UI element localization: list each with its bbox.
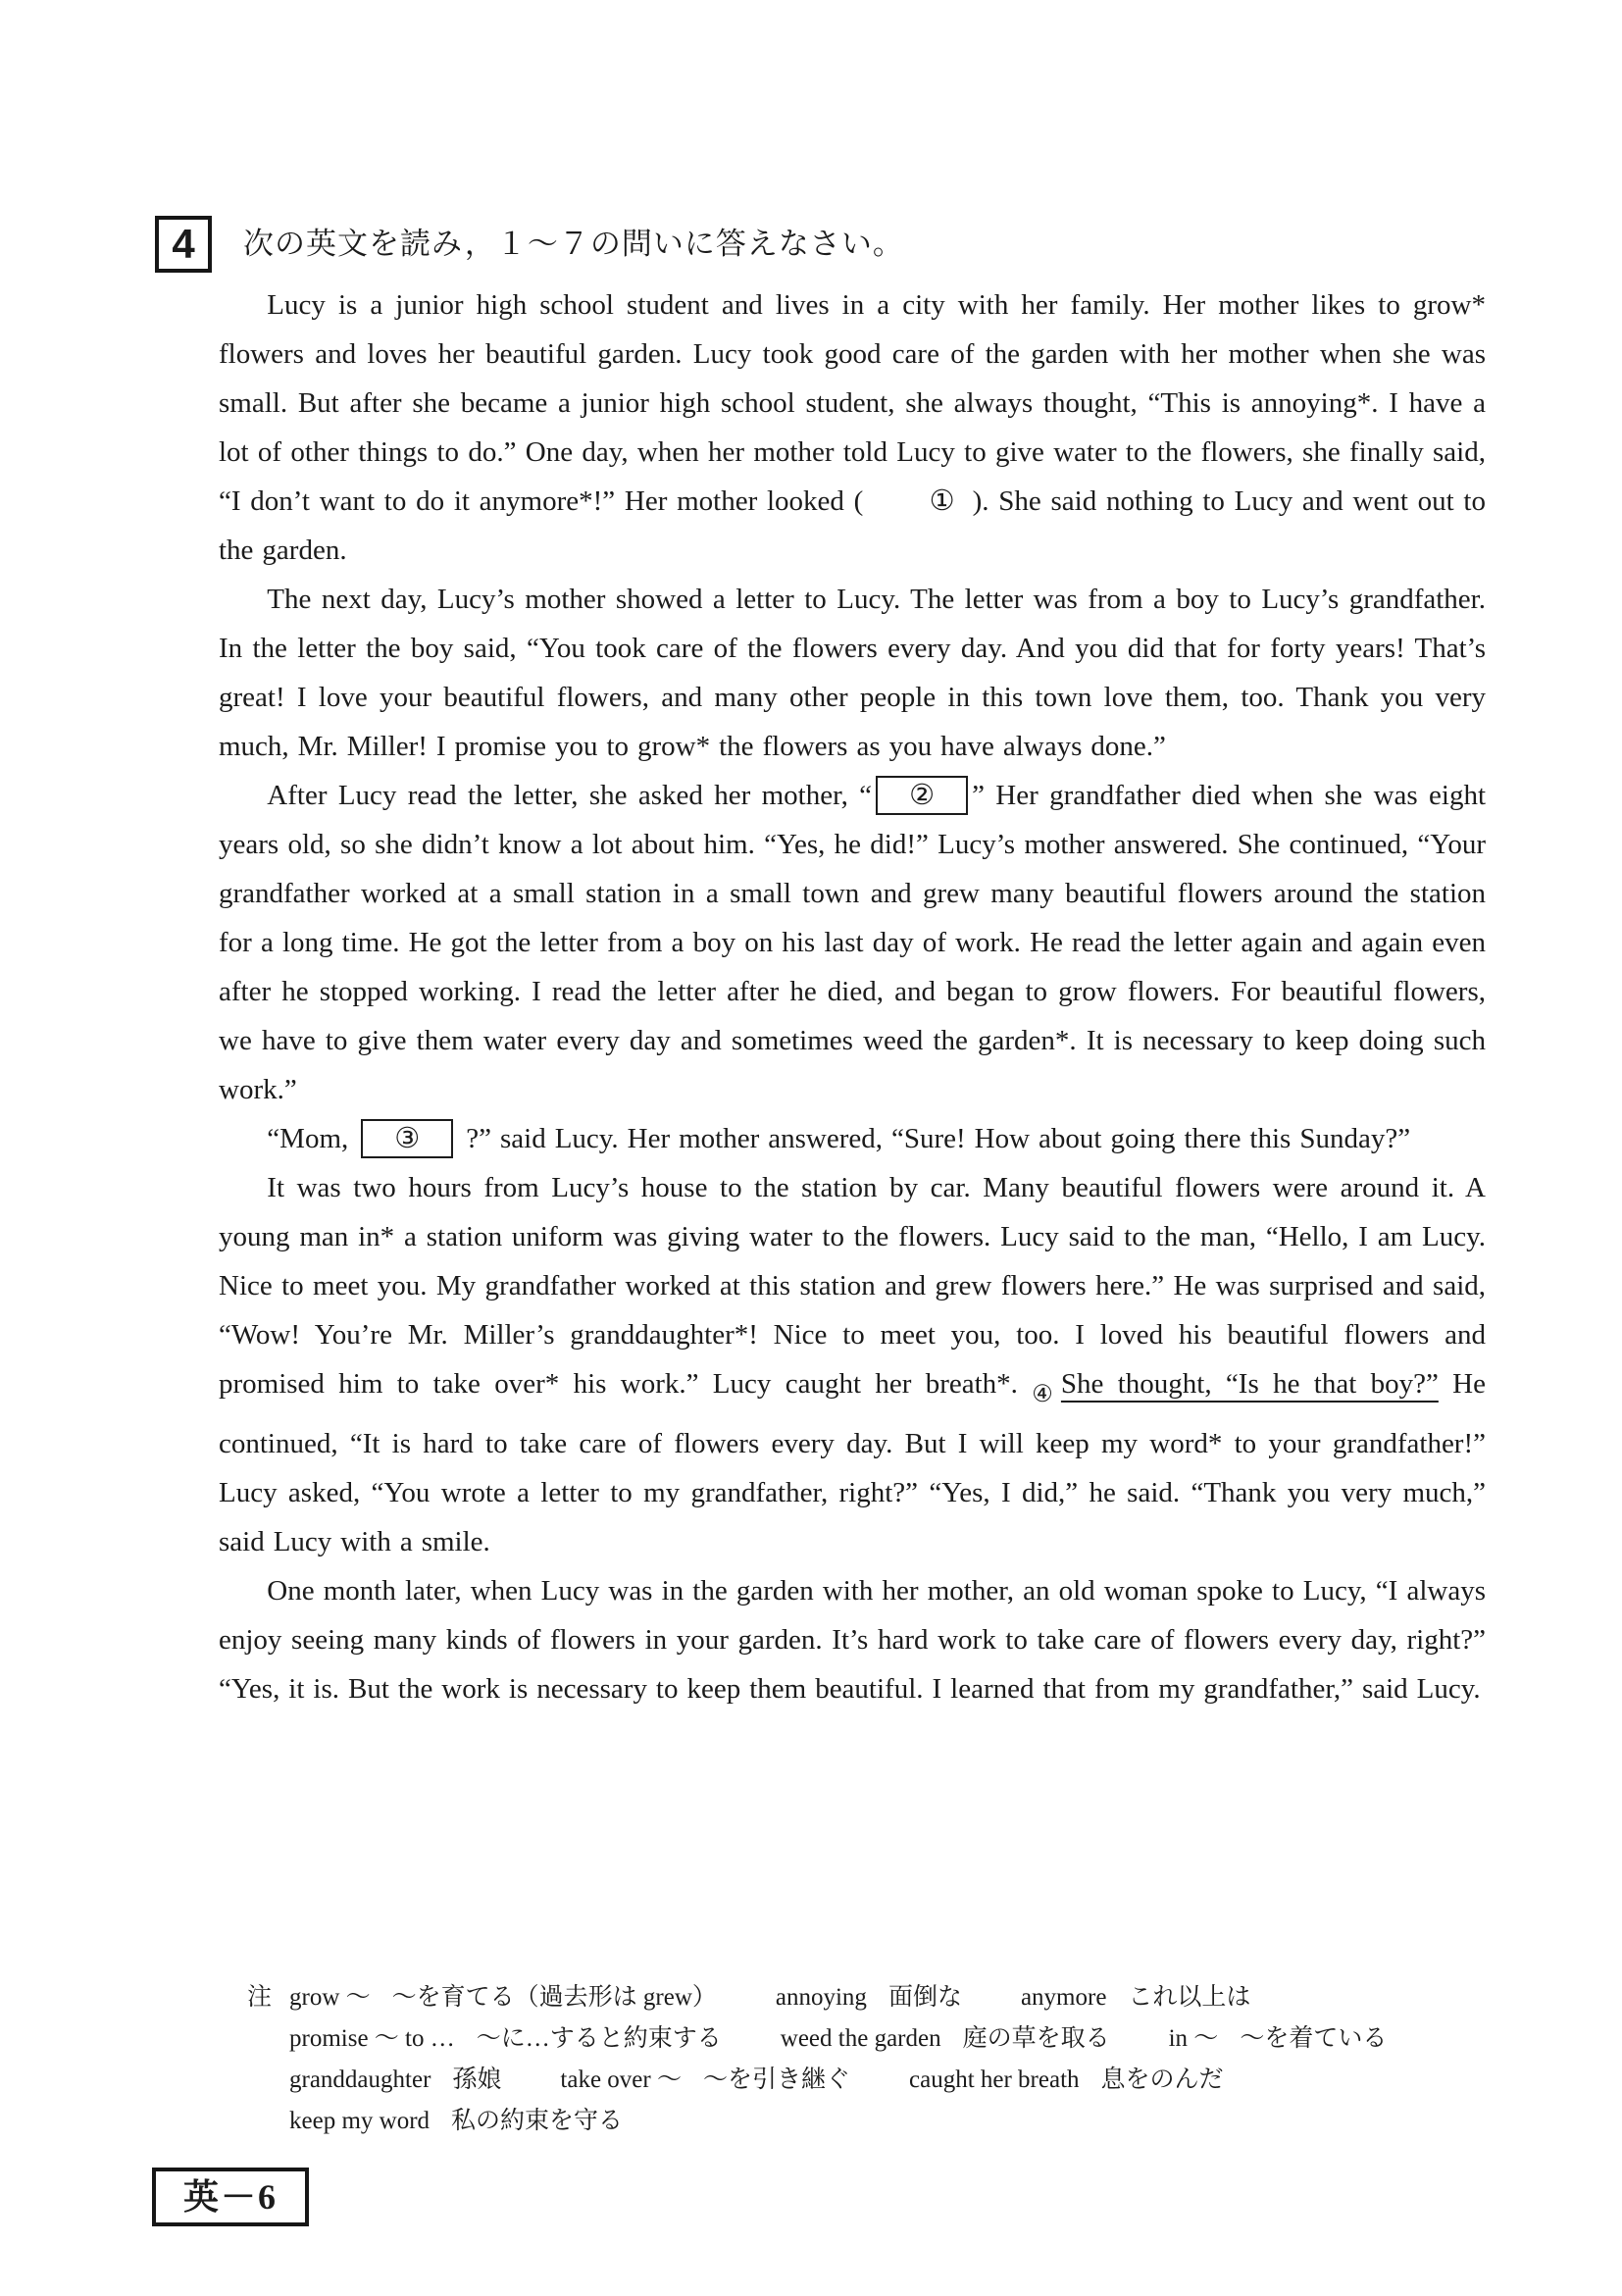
note-term: promise ～ to … [289,2025,455,2052]
note-definition: ～を着ている [1240,2025,1388,2052]
note-definition: 面倒な [887,1984,962,2011]
note-definition: これ以上は [1128,1984,1251,2011]
note-item [289,2060,501,2101]
notes-section [247,1977,1502,2142]
passage-paragraph: After Lucy read the letter, she asked her mother, “ ② ” Her grandfather died when she was eight years old, so she didn’t know a lot about him. “Yes, he did!” Lucy’s mother answered. She continued, “Your grandfather worked at a small station in a small town and grew many beautiful flowers around the station for a long time. He got the letter from a boy on his last day of work. He read the letter again and again even after he stopped working. I read the letter after he died, and began to grow flowers. For beautiful flowers, we have to give them water every day and sometimes weed the garden*. It is necessary to keep doing such work.” [219,771,1486,1114]
note-term: annoying [775,1984,867,2011]
notes-label: 注 [247,1984,273,2011]
note-definition: 孫娘 [452,2066,502,2093]
note-term: anymore [1020,1984,1107,2011]
note-term: weed the garden [780,2025,941,2052]
note-term: grow ～ [289,1984,371,2011]
note-item [776,1977,962,2018]
passage [219,281,1486,1713]
note-line [289,2101,1502,2142]
answer-blank-2: ② [876,776,968,815]
note-item [781,2018,1110,2060]
note-term: take over ～ [560,2066,682,2093]
note-definition: 息をのんだ [1100,2066,1224,2093]
page-label-box [152,2168,309,2226]
note-term: in ～ [1168,2025,1219,2052]
note-definition: 庭の草を取る [962,2025,1110,2052]
underline-marker: ④ [1032,1382,1058,1408]
underlined-sentence-4 [1032,1368,1439,1408]
note-definition: 私の約束を守る [451,2108,624,2134]
notes-lines [289,1977,1502,2142]
note-definition: ～に…すると約束する [476,2025,722,2052]
note-line [289,2060,1502,2101]
answer-blank-3: ③ [361,1119,453,1158]
note-definition: ～を引き継ぐ [702,2066,850,2093]
answer-blank-1: ( ① ) [854,485,983,517]
passage-paragraph: It was two hours from Lucy’s house to the station by car. Many beautiful flowers were around it. A young man in* a station uniform was giving water to the flowers. Lucy said to the man, “Hello, I am Lucy. Nice to meet you. My grandfather worked at this station and grew flowers here.” He was surprised and said, “Wow! You’re Mr. Miller’s granddaughter*! Nice to meet you, too. I loved his beautiful flowers and promised him to take over* his work.” Lucy caught her breath*. $_④$ She thought, “Is he that boy?” He continued, “It is hard to take care of flowers every day. But I will keep my word* to your grandfather!” Lucy asked, “You wrote a letter to my grandfather, right?” “Yes, I did,” he said. “Thank you very much,” said Lucy with a smile. [219,1172,1486,1558]
passage-paragraph: “Mom, ③ ?” said Lucy. Her mother answered, “Sure! How about going there this Sunday?” [219,1114,1486,1163]
passage-paragraph: Lucy is a junior high school student and lives in a city with her family. Her mother likes to grow* flowers and loves her beautiful garden. Lucy took good care of the garden with her mother when she was small. But after she became a junior high school student, she always thought, “This is annoying*. I have a lot of other things to do.” One day, when her mother told Lucy to give water to the flowers, she finally said, “I don’t want to do it anymore*!” Her mother looked ( ① ). She said nothing to Lucy and went out to the garden. [219,289,1486,566]
instruction-text: 次の英文を読み，１～７の問いに答えなさい。 [243,227,904,262]
section-header [155,216,904,273]
page-label: 英－6 [183,2177,279,2217]
passage-paragraph: One month later, when Lucy was in the garden with her mother, an old woman spoke to Lucy, “I always enjoy seeing many kinds of flowers in your garden. It’s hard work to take care of flowers every day, right?” “Yes, it is. But the work is necessary to keep them beautiful. I learned that from my grandfather,” said Lucy. [219,1575,1486,1706]
note-item [1169,2018,1388,2060]
note-item [289,1977,717,2018]
note-item [560,2060,850,2101]
note-line [289,2018,1502,2060]
underlined-text: She thought, “Is he that boy?” [1060,1368,1439,1400]
note-item [289,2018,722,2060]
note-line [289,1977,1502,2018]
blank-circled-number: ① [929,485,955,517]
passage-paragraph: The next day, Lucy’s mother showed a letter to Lucy. The letter was from a boy to Lucy’s grandfather. In the letter the boy said, “You took care of the flowers every day. And you did that for forty years! That’s great! I love your beautiful flowers, and many other people in this town love them, too. Thank you very much, Mr. Miller! I promise you to grow* the flowers as you have always done.” [219,584,1486,762]
section-number: 4 [172,221,195,267]
section-number-box [155,216,212,273]
note-term: granddaughter [289,2066,431,2093]
note-term: keep my word [289,2108,431,2134]
note-term: caught her breath [909,2066,1080,2093]
note-item [289,2101,623,2142]
note-item [909,2060,1224,2101]
note-definition: ～を育てる（過去形は grew） [391,1984,717,2011]
note-item [1021,1977,1250,2018]
